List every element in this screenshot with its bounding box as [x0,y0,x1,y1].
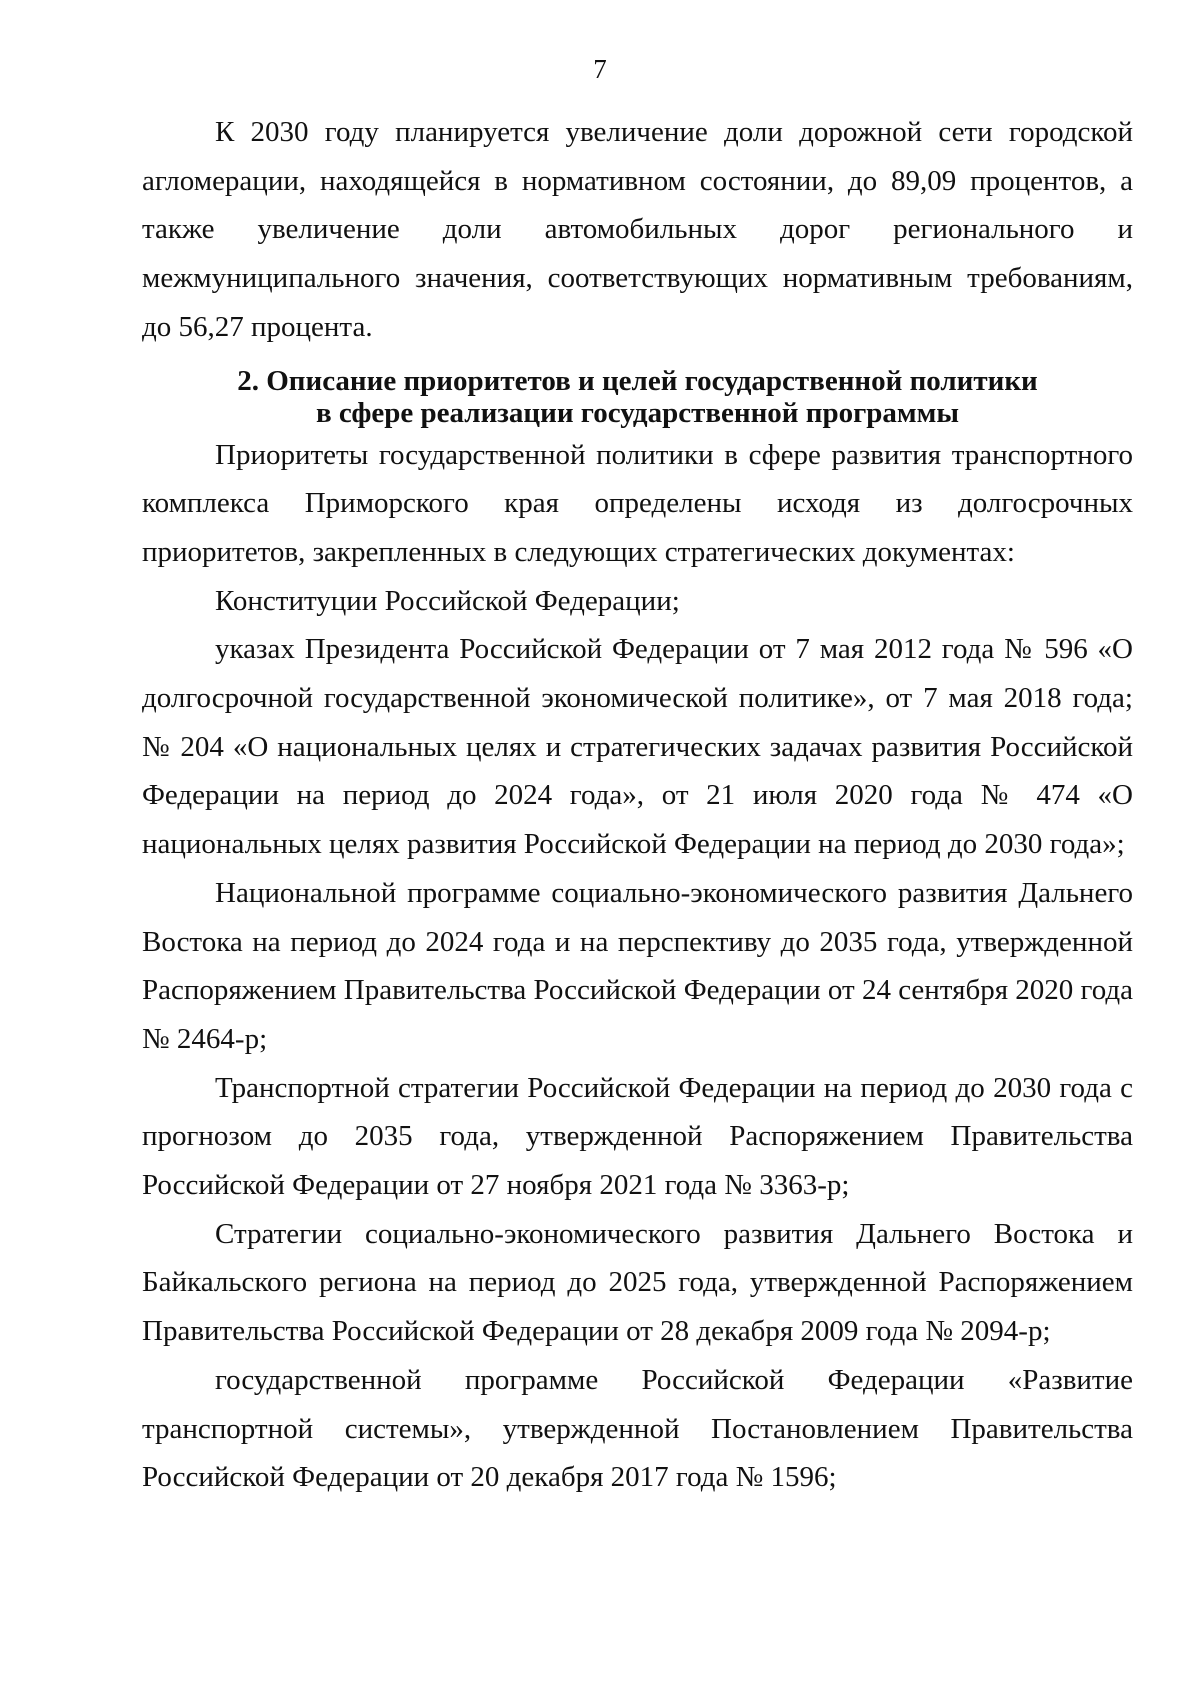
list-item-transport-strategy: Транспортной стратегии Российской Федерации на период до 2030 года с прогнозом до 2035 года, утвержденной Распоряжением Правительства Российской Федерации от 27 ноября 2021 года № 3363-р; [142,1071,1133,1202]
paragraph-road-network-targets: К 2030 году планируется увеличение доли дорожной сети городской агломерации, находящейся в нормативном состоянии, до 89,09 процентов, а также увеличение доли автомобильных дорог регионального и межмуниципального значения, соответствующих нормативным требованиям, до 56,27 процента. [142,116,1133,343]
list-item-presidential-decrees: указах Президента Российской Федерации от 7 мая 2012 года № 596 «О долгосрочной государственной экономической политике», от 7 мая 2018 года; № 204 «О национальных целях и стратегических задачах развития Российской Федерации на период до 2024 года», от 21 июля 2020 года № 474 «О национальных целях развития Российской Федерации на период до 2030 года»; [142,633,1133,861]
page-number: 7 [593,54,607,84]
section-heading [142,365,1133,429]
section-heading-line-2: в сфере реализации государственной программы [315,396,960,429]
document-body [142,108,1133,1502]
paragraph-priorities-intro: Приоритеты государственной политики в сфере развития транспортного комплекса Приморского края определены исходя из долгосрочных приоритетов, закрепленных в следующих стратегических документах: [142,438,1133,568]
section-heading-line-1: 2. Описание приоритетов и целей государственной политики [237,364,1038,397]
list-item-far-east-national-program: Национальной программе социально-экономического развития Дальнего Востока на период до 2024 года и на перспективу до 2035 года, утвержденной Распоряжением Правительства Российской Федерации от 24 сентября 2020 года № 2464-р; [142,876,1133,1055]
list-item-constitution: Конституции Российской Федерации; [215,584,680,617]
list-item-far-east-baikal-strategy: Стратегии социально-экономического развития Дальнего Востока и Байкальского региона на период до 2025 года, утвержденной Распоряжением Правительства Российской Федерации от 28 декабря 2009 года № 2094-р; [142,1217,1133,1348]
list-item-transport-system-program: государственной программе Российской Федерации «Развитие транспортной системы», утвержденной Постановлением Правительства Российской Федерации от 20 декабря 2017 года № 1596; [142,1363,1133,1494]
